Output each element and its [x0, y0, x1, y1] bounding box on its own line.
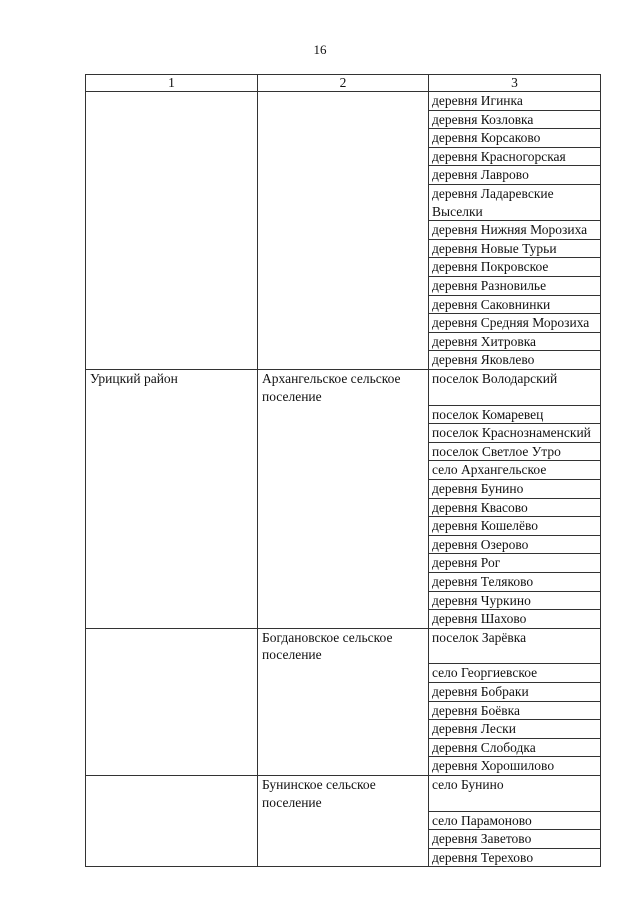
district-cell: [86, 572, 258, 591]
settlement-cell: Богдановское сельское поселение: [258, 628, 429, 664]
table-row: [86, 591, 601, 610]
district-cell: [86, 683, 258, 702]
locality-cell: деревня Саковнинки: [429, 295, 601, 314]
district-cell: [86, 701, 258, 720]
settlement-cell: [258, 572, 429, 591]
table-row: [86, 276, 601, 295]
table-row: [86, 738, 601, 757]
table-body: [86, 92, 601, 867]
settlement-cell: [258, 461, 429, 480]
district-cell: [86, 314, 258, 333]
locality-cell: поселок Володарский: [429, 369, 601, 405]
district-cell: [86, 517, 258, 536]
locality-cell: деревня Бунино: [429, 479, 601, 498]
locality-cell: деревня Нижняя Морозиха: [429, 221, 601, 240]
table-row: [86, 479, 601, 498]
locality-cell: деревня Бобраки: [429, 683, 601, 702]
table-row: [86, 184, 601, 220]
district-cell: [86, 92, 258, 111]
settlement-cell: [258, 701, 429, 720]
table-row: [86, 92, 601, 111]
locality-cell: деревня Кошелёво: [429, 517, 601, 536]
district-cell: [86, 775, 258, 811]
locality-cell: поселок Зарёвка: [429, 628, 601, 664]
locality-cell: деревня Красногорская: [429, 147, 601, 166]
table-row: [86, 369, 601, 405]
table-row: [86, 554, 601, 573]
table-row: [86, 314, 601, 333]
settlement-cell: [258, 830, 429, 849]
settlement-cell: [258, 554, 429, 573]
settlement-cell: [258, 720, 429, 739]
settlement-cell: [258, 351, 429, 370]
settlement-cell: [258, 405, 429, 424]
locality-cell: село Георгиевское: [429, 664, 601, 683]
district-cell: [86, 184, 258, 220]
locality-cell: деревня Средняя Морозиха: [429, 314, 601, 333]
table-row: [86, 683, 601, 702]
district-cell: [86, 295, 258, 314]
settlement-cell: [258, 184, 429, 220]
locality-cell: деревня Разновилье: [429, 276, 601, 295]
locality-cell: деревня Козловка: [429, 110, 601, 129]
table-row: [86, 757, 601, 776]
table-row: [86, 295, 601, 314]
district-cell: [86, 276, 258, 295]
column-header-3: 3: [429, 75, 601, 92]
table-row: [86, 239, 601, 258]
locality-cell: деревня Игинка: [429, 92, 601, 111]
district-cell: [86, 424, 258, 443]
settlement-cell: [258, 517, 429, 536]
settlement-cell: [258, 848, 429, 867]
table-row: [86, 147, 601, 166]
district-cell: [86, 461, 258, 480]
locality-cell: деревня Боёвка: [429, 701, 601, 720]
settlement-cell: [258, 314, 429, 333]
table-row: [86, 221, 601, 240]
district-cell: [86, 332, 258, 351]
table-row: [86, 830, 601, 849]
district-cell: Урицкий район: [86, 369, 258, 405]
locality-cell: деревня Озерово: [429, 535, 601, 554]
district-cell: [86, 811, 258, 830]
locality-cell: деревня Терехово: [429, 848, 601, 867]
district-cell: [86, 258, 258, 277]
settlements-table: [85, 74, 601, 867]
district-cell: [86, 720, 258, 739]
settlement-cell: [258, 535, 429, 554]
table-row: [86, 775, 601, 811]
settlement-cell: [258, 276, 429, 295]
district-cell: [86, 610, 258, 629]
settlement-cell: [258, 221, 429, 240]
table-row: [86, 701, 601, 720]
table-row: [86, 720, 601, 739]
district-cell: [86, 166, 258, 185]
table-row: [86, 332, 601, 351]
locality-cell: поселок Краснознаменский: [429, 424, 601, 443]
table-row: [86, 258, 601, 277]
district-cell: [86, 498, 258, 517]
table-row: [86, 461, 601, 480]
table-row: [86, 572, 601, 591]
district-cell: [86, 664, 258, 683]
table-row: [86, 811, 601, 830]
header-row: [86, 75, 601, 92]
column-header-1: 1: [86, 75, 258, 92]
settlement-cell: [258, 424, 429, 443]
table-row: [86, 405, 601, 424]
locality-cell: деревня Ладаревские Выселки: [429, 184, 601, 220]
locality-cell: деревня Хорошилово: [429, 757, 601, 776]
settlement-cell: [258, 332, 429, 351]
settlement-cell: Бунинское сельское поселение: [258, 775, 429, 811]
settlement-cell: [258, 258, 429, 277]
locality-cell: деревня Теляково: [429, 572, 601, 591]
settlement-cell: [258, 498, 429, 517]
settlement-cell: [258, 295, 429, 314]
district-cell: [86, 147, 258, 166]
locality-cell: деревня Лаврово: [429, 166, 601, 185]
locality-cell: деревня Рог: [429, 554, 601, 573]
table-row: [86, 848, 601, 867]
locality-cell: поселок Комаревец: [429, 405, 601, 424]
district-cell: [86, 554, 258, 573]
locality-cell: село Бунино: [429, 775, 601, 811]
locality-cell: село Парамоново: [429, 811, 601, 830]
table-row: [86, 610, 601, 629]
locality-cell: деревня Заветово: [429, 830, 601, 849]
district-cell: [86, 628, 258, 664]
district-cell: [86, 239, 258, 258]
locality-cell: деревня Шахово: [429, 610, 601, 629]
settlement-cell: [258, 442, 429, 461]
district-cell: [86, 110, 258, 129]
table-row: [86, 442, 601, 461]
locality-cell: деревня Покровское: [429, 258, 601, 277]
locality-cell: деревня Квасово: [429, 498, 601, 517]
locality-cell: деревня Яковлево: [429, 351, 601, 370]
settlement-cell: Архангельское сельское поселение: [258, 369, 429, 405]
settlement-cell: [258, 591, 429, 610]
page-number: 16: [313, 42, 327, 57]
table-row: [86, 498, 601, 517]
table-row: [86, 129, 601, 148]
district-cell: [86, 221, 258, 240]
table-row: [86, 535, 601, 554]
district-cell: [86, 738, 258, 757]
district-cell: [86, 848, 258, 867]
district-cell: [86, 442, 258, 461]
settlement-cell: [258, 92, 429, 111]
table-row: [86, 628, 601, 664]
locality-cell: деревня Лески: [429, 720, 601, 739]
table-row: [86, 110, 601, 129]
settlement-cell: [258, 738, 429, 757]
locality-cell: деревня Хитровка: [429, 332, 601, 351]
district-cell: [86, 757, 258, 776]
table-row: [86, 664, 601, 683]
locality-cell: село Архангельское: [429, 461, 601, 480]
district-cell: [86, 129, 258, 148]
table-row: [86, 351, 601, 370]
district-cell: [86, 830, 258, 849]
column-header-2: 2: [258, 75, 429, 92]
settlement-cell: [258, 129, 429, 148]
settlement-cell: [258, 664, 429, 683]
locality-cell: деревня Корсаково: [429, 129, 601, 148]
locality-cell: деревня Чуркино: [429, 591, 601, 610]
settlement-cell: [258, 110, 429, 129]
locality-cell: деревня Новые Турьи: [429, 239, 601, 258]
locality-cell: деревня Слободка: [429, 738, 601, 757]
settlement-cell: [258, 683, 429, 702]
district-cell: [86, 535, 258, 554]
settlement-cell: [258, 610, 429, 629]
table-row: [86, 424, 601, 443]
settlement-cell: [258, 811, 429, 830]
district-cell: [86, 479, 258, 498]
settlement-cell: [258, 239, 429, 258]
settlement-cell: [258, 166, 429, 185]
district-cell: [86, 405, 258, 424]
settlement-cell: [258, 147, 429, 166]
district-cell: [86, 351, 258, 370]
settlement-cell: [258, 479, 429, 498]
settlement-cell: [258, 757, 429, 776]
table-row: [86, 517, 601, 536]
table-row: [86, 166, 601, 185]
locality-cell: поселок Светлое Утро: [429, 442, 601, 461]
district-cell: [86, 591, 258, 610]
